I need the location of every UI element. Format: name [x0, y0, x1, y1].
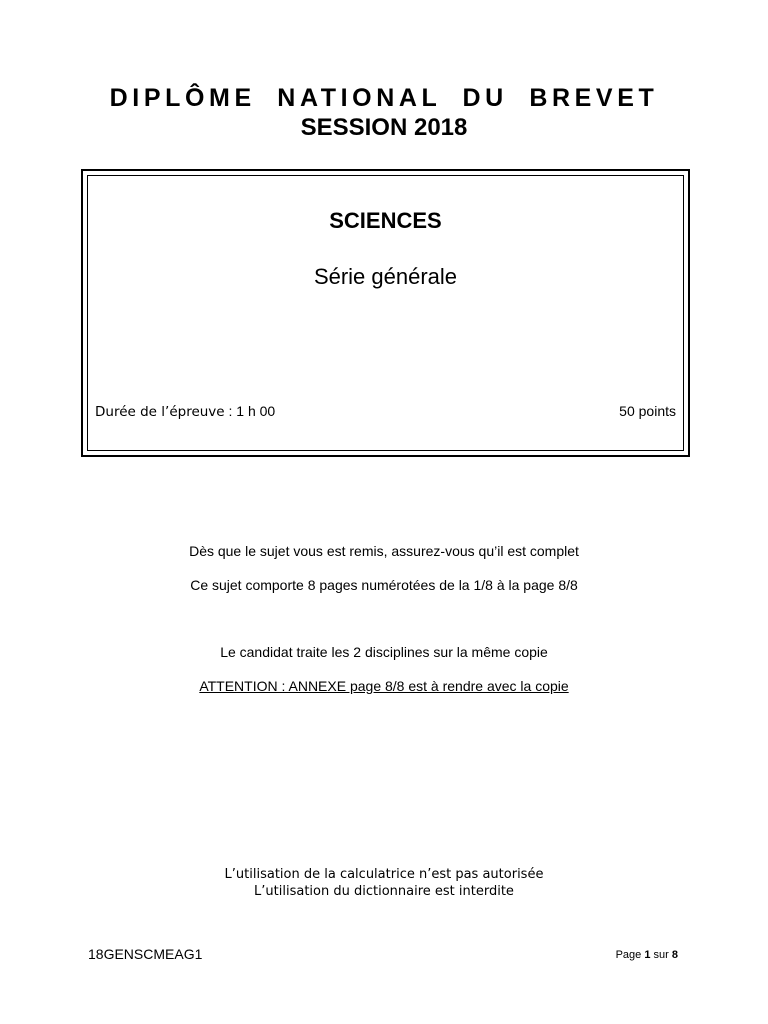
note-calculator: L’utilisation de la calculatrice n’est pas autorisée: [224, 867, 544, 882]
duration-value: : 1 h 00: [224, 403, 276, 419]
points-total: 50 points: [619, 403, 676, 419]
instruction-same-copy: Le candidat traite les 2 disciplines sur la même copie: [220, 644, 548, 660]
series-label: Série générale: [313, 264, 458, 289]
exam-title: DIPLÔME NATIONAL DU BREVET: [109, 84, 659, 112]
exam-info-box: [81, 169, 690, 457]
note-dictionary: L’utilisation du dictionnaire est interdite: [254, 884, 514, 899]
exam-session: SESSION 2018: [300, 114, 468, 141]
instruction-page-count: Ce sujet comporte 8 pages numérotées de la 1/8 à la page 8/8: [190, 577, 578, 593]
instruction-annex-warning: ATTENTION : ANNEXE page 8/8 est à rendre avec la copie: [199, 678, 569, 694]
duration-label: Durée de l’épreuve: [95, 404, 225, 420]
subject-title: SCIENCES: [329, 208, 442, 233]
page-separator: sur: [650, 949, 672, 961]
page-total: 8: [671, 949, 678, 961]
page-number: [616, 949, 678, 961]
document-code: 18GENSCMEAG1: [88, 946, 203, 962]
page-current: 1: [644, 949, 651, 961]
duration: [95, 403, 275, 420]
instruction-complete-check: Dès que le sujet vous est remis, assurez-vous qu’il est complet: [189, 543, 579, 559]
exam-info-inner-frame: [87, 175, 684, 451]
page-prefix: Page: [615, 949, 645, 961]
